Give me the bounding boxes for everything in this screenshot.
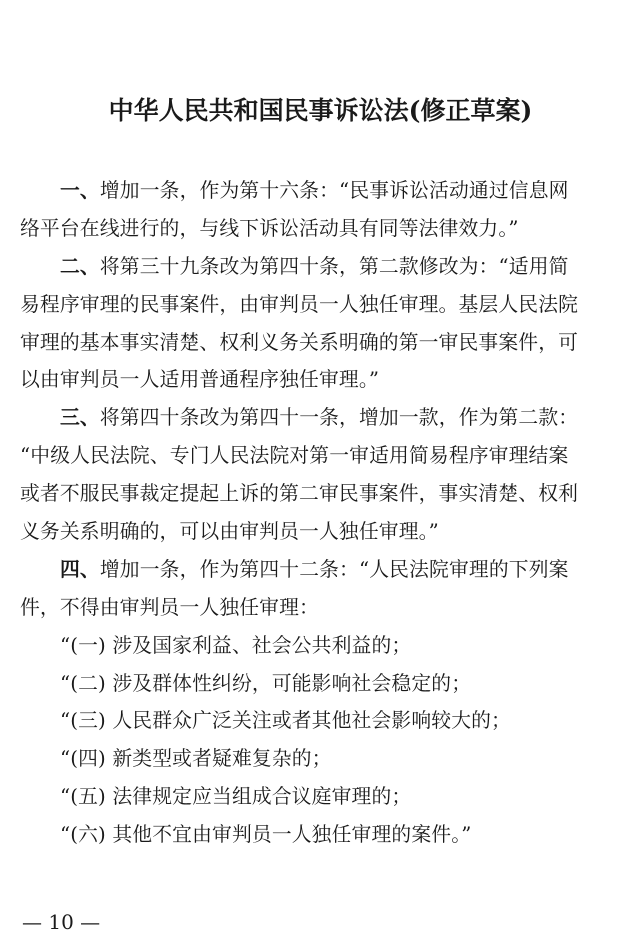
line-text: 将第三十九条改为第四十条，第二款修改为：“适用简 xyxy=(99,254,569,278)
article-number: 三、 xyxy=(60,405,100,430)
text-line xyxy=(20,399,624,437)
line-text: 易程序审理的民事案件，由审判员一人独任审理。基层人民法院 xyxy=(20,292,579,316)
article-number: 一、 xyxy=(60,178,100,202)
text-line xyxy=(20,740,624,778)
article-number: 四、 xyxy=(60,556,100,581)
text-line xyxy=(20,627,624,665)
text-line xyxy=(20,437,624,475)
text-line xyxy=(20,475,624,513)
text-line xyxy=(20,702,624,740)
line-text: 件，不得由审判员一人独任审理： xyxy=(20,595,319,619)
document-body xyxy=(20,172,624,854)
document-title: 中华人民共和国民事诉讼法(修正草案) xyxy=(108,96,533,125)
text-line xyxy=(20,778,624,816)
line-text: “(四) 新类型或者疑难复杂的； xyxy=(60,747,332,771)
line-text: 增加一条，作为第十六条：“民事诉讼活动通过信息网 xyxy=(99,179,569,202)
text-line xyxy=(20,551,624,589)
text-line xyxy=(20,248,624,286)
page-number: — 10 — xyxy=(22,910,101,934)
text-line xyxy=(20,324,624,362)
text-line xyxy=(20,665,624,703)
text-line xyxy=(20,286,624,324)
text-line xyxy=(20,589,624,627)
line-text: “(五) 法律规定应当组成合议庭审理的； xyxy=(60,785,412,809)
line-text: 络平台在线进行的，与线下诉讼活动具有同等法律效力。” xyxy=(20,216,519,240)
line-text: 以由审判员一人适用普通程序独任审理。” xyxy=(20,368,380,392)
line-text: 或者不服民事裁定提起上诉的第二审民事案件，事实清楚、权利 xyxy=(20,482,579,506)
line-text: 审理的基本事实清楚、权利义务关系明确的第一审民事案件，可 xyxy=(20,330,579,354)
line-text: “(一) 涉及国家利益、社会公共利益的； xyxy=(60,633,412,657)
line-text: “中级人民法院、专门人民法院对第一审适用简易程序审理结案 xyxy=(20,444,569,468)
line-text: “(六) 其他不宜由审判员一人独任审理的案件。” xyxy=(60,823,472,847)
text-line xyxy=(20,210,624,248)
text-line xyxy=(20,816,624,854)
line-text: “(二) 涉及群体性纠纷，可能影响社会稳定的； xyxy=(60,671,472,695)
text-line xyxy=(20,513,624,551)
line-text: 增加一条，作为第四十二条：“人民法院审理的下列案 xyxy=(99,557,569,581)
line-text: “(三) 人民群众广泛关注或者其他社会影响较大的； xyxy=(60,709,511,733)
line-text: 将第四十条改为第四十一条，增加一款，作为第二款： xyxy=(99,406,579,430)
line-text: 义务关系明确的，可以由审判员一人独任审理。” xyxy=(20,520,439,544)
text-line xyxy=(20,172,624,210)
article-number: 二、 xyxy=(60,253,100,278)
text-line xyxy=(20,361,624,399)
